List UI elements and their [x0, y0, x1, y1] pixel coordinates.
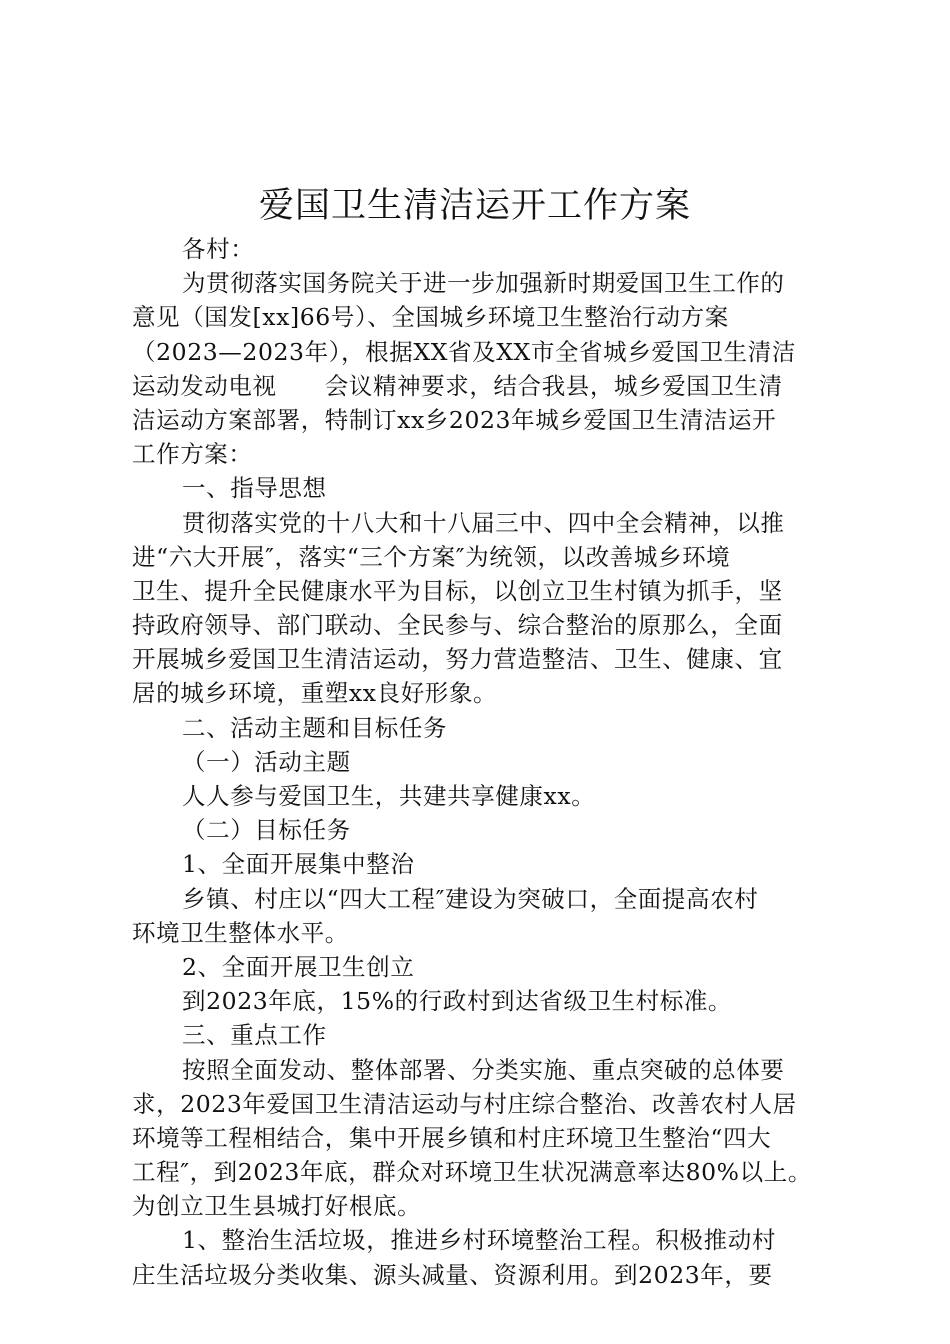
paragraph-line: 2、全面开展卫生创立 [182, 952, 415, 981]
paragraph-line: 一、指导思想 [182, 474, 327, 503]
paragraph-line: 人人参与爱国卫生，共建共享健康xx。 [182, 782, 596, 810]
paragraph-line: 卫生、提升全民健康水平为目标，以创立卫生村镇为抓手，坚 [132, 576, 783, 605]
paragraph-line: 1、整治生活垃圾，推进乡村环境整治工程。积极推动村 [182, 1226, 776, 1255]
paragraph-line: 三、重点工作 [182, 1021, 327, 1050]
paragraph-line: 运动发动电视 会议精神要求，结合我县，城乡爱国卫生清 [132, 371, 783, 400]
paragraph-line: （二）目标任务 [182, 816, 351, 845]
paragraph-line: 环境卫生整体水平。 [132, 918, 349, 947]
paragraph-line: 环境等工程相结合，集中开展乡镇和村庄环境卫生整治“四大 [132, 1123, 772, 1152]
paragraph-line: 1、全面开展集中整治 [182, 850, 415, 879]
paragraph-line: 意见（国发[xx]66号）、全国城乡环境卫生整治行动方案 [132, 303, 729, 332]
paragraph-line: 按照全面发动、整体部署、分类实施、重点突破的总体要 [182, 1055, 785, 1084]
paragraph-line: 庄生活垃圾分类收集、源头减量、资源利用。到2023年，要 [132, 1260, 773, 1289]
paragraph-line: 到2023年底，15%的行政村到达省级卫生村标准。 [182, 987, 733, 1016]
paragraph-line: 各村： [182, 235, 255, 263]
paragraph-line: 为创立卫生县城打好根底。 [132, 1192, 422, 1221]
document-body [132, 232, 832, 1292]
document-title: 爱国卫生清洁运开工作方案 [258, 186, 691, 226]
paragraph-line: 进“六大开展″，落实“三个方案″为统领，以改善城乡环境 [132, 542, 731, 571]
paragraph-line: 求，2023年爱国卫生清洁运动与村庄综合整治、改善农村人居 [132, 1089, 797, 1118]
paragraph-line: 开展城乡爱国卫生清洁运动，努力营造整洁、卫生、健康、宜 [132, 645, 783, 674]
paragraph-line: 工程″，到2023年底，群众对环境卫生状况满意率达80%以上。 [132, 1158, 812, 1187]
paragraph-line: 为贯彻落实国务院关于进一步加强新时期爱国卫生工作的 [182, 269, 785, 298]
paragraph-line: （一）活动主题 [182, 747, 351, 776]
paragraph-line: 贯彻落实党的十八大和十八届三中、四中全会精神，以推 [182, 508, 785, 537]
paragraph-line: 工作方案： [132, 440, 253, 469]
paragraph-line: 居的城乡环境，重塑xx良好形象。 [132, 679, 498, 708]
paragraph-line: 二、活动主题和目标任务 [182, 713, 448, 742]
paragraph-line: 洁运动方案部署，特制订xx乡2023年城乡爱国卫生清洁运开 [132, 405, 777, 434]
paragraph-line: （2023—2023年），根据XX省及XX市全省城乡爱国卫生清洁 [132, 337, 796, 366]
paragraph-line: 持政府领导、部门联动、全民参与、综合整治的原那么，全面 [132, 611, 783, 640]
paragraph-line: 乡镇、村庄以“四大工程″建设为突破口，全面提高农村 [182, 884, 759, 913]
